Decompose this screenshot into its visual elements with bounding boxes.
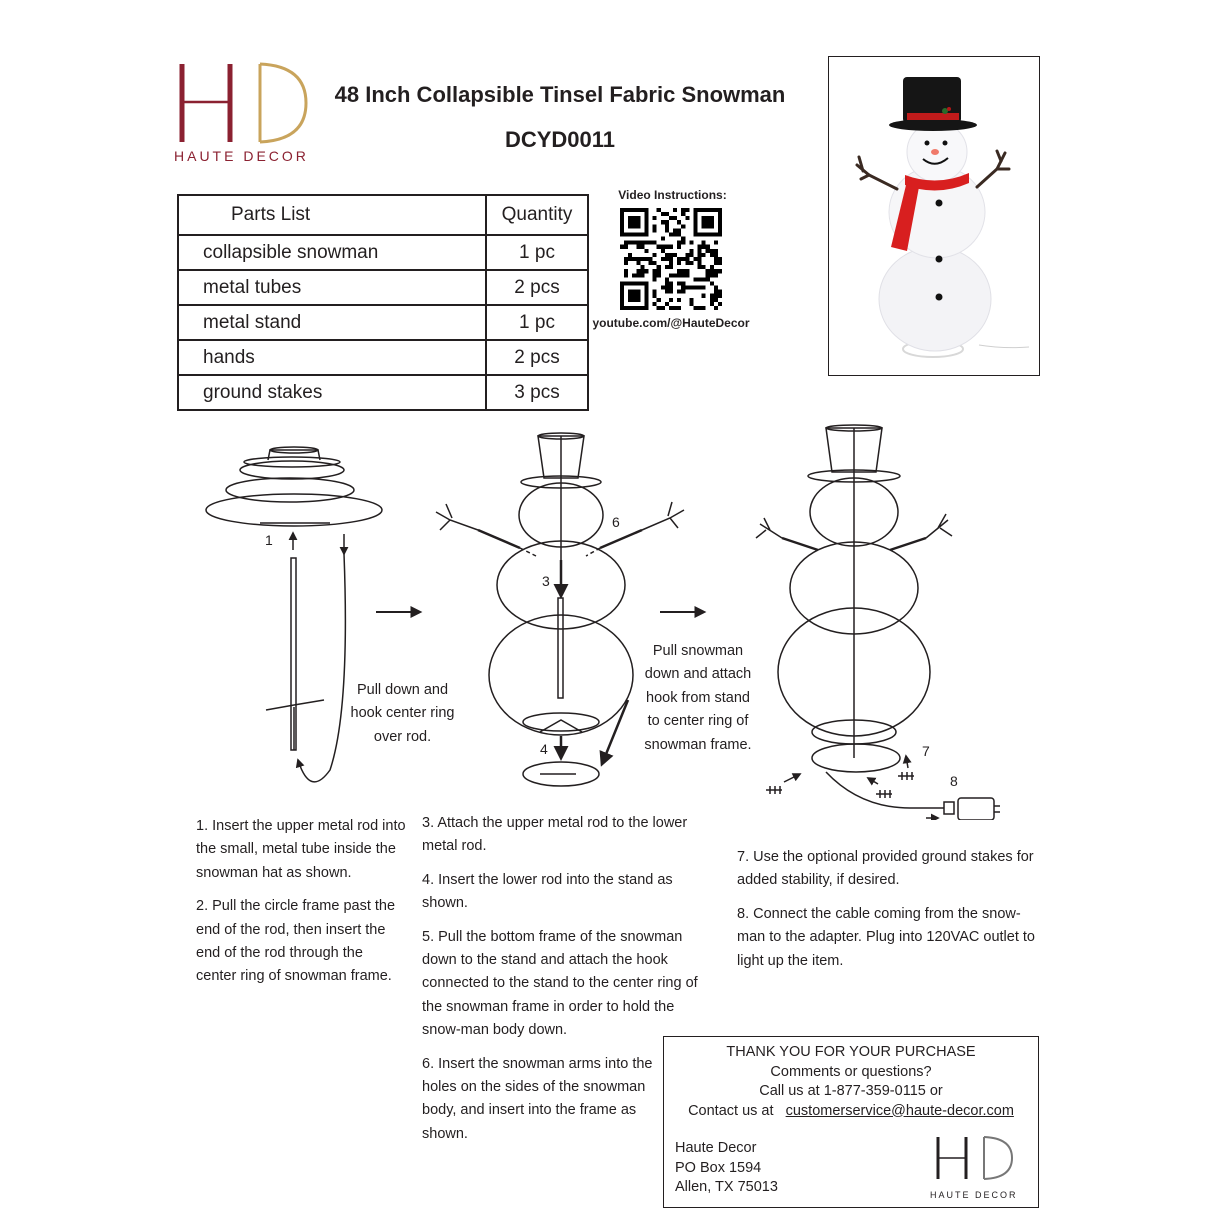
- diagram-step-3: 3: [542, 573, 550, 589]
- parts-list-table: [177, 194, 589, 411]
- part-qty: 3 pcs: [486, 375, 588, 410]
- qr-code[interactable]: [620, 208, 722, 310]
- callout-pull-snowman: [636, 640, 760, 757]
- callout-line: down and attach: [644, 666, 752, 683]
- city-state-zip: Allen, TX 75013: [675, 1179, 778, 1195]
- part-name: collapsible snowman: [178, 235, 486, 270]
- video-instructions-label: Video Instructions:: [618, 188, 727, 202]
- product-sku: DCYD0011: [504, 127, 616, 152]
- callout-line: over rod.: [373, 728, 432, 745]
- email-line: [664, 1102, 1038, 1122]
- brand-logo: [172, 60, 312, 170]
- part-name: hands: [178, 340, 486, 375]
- snowman-photo-icon: [829, 57, 1039, 375]
- part-name: metal tubes: [178, 270, 486, 305]
- steps-column-3: [737, 846, 1035, 983]
- contact-prefix: Contact us at: [688, 1102, 774, 1119]
- footer-logo: [930, 1133, 1020, 1199]
- callout-line: hook from stand: [646, 689, 750, 706]
- callout-line: snowman frame.: [644, 736, 752, 753]
- diagram-step-1: 1: [265, 532, 273, 548]
- brand-name: HAUTE DECOR: [174, 148, 309, 164]
- hd-monogram-icon: [172, 60, 312, 150]
- table-row: [178, 375, 588, 410]
- part-qty: 2 pcs: [486, 340, 588, 375]
- email-link[interactable]: customerservice@haute-decor.com: [785, 1102, 1014, 1119]
- assembly-diagram: [0, 420, 1214, 820]
- diagram-step-4: 4: [540, 741, 548, 757]
- step-2: 2. Pull the circle frame past the end of the rod, then insert the end of the rod through the center ring of snowman frame.: [196, 898, 396, 985]
- part-qty: 1 pc: [486, 305, 588, 340]
- step-7: 7. Use the optional provided ground stakes for added stability, if desired.: [737, 849, 1034, 889]
- part-name: metal stand: [178, 305, 486, 340]
- comments-text: Comments or questions?: [770, 1063, 932, 1080]
- table-row: [178, 340, 588, 375]
- part-name: ground stakes: [178, 375, 486, 410]
- product-photo: [828, 56, 1040, 376]
- callout-line: Pull down and: [356, 682, 449, 698]
- step-6: 6. Insert the snowman arms into the holes on the sides of the snowman body, and insert into the frame as shown.: [422, 1055, 653, 1142]
- steps-column-2: [422, 812, 698, 1156]
- step-1: 1. Insert the upper metal rod into the small, metal tube inside the snowman hat as shown.: [196, 818, 406, 881]
- table-header-row: [178, 195, 588, 235]
- diagram-step-7: 7: [922, 743, 930, 759]
- phone-line: Call us at 1-877-359-0115 or: [759, 1083, 943, 1099]
- hd-monogram-small-icon: [930, 1133, 1020, 1183]
- step-4: 4. Insert the lower rod into the stand as shown.: [422, 871, 673, 912]
- part-qty: 1 pc: [486, 235, 588, 270]
- table-row: [178, 305, 588, 340]
- callout-line: to center ring of: [647, 713, 749, 730]
- thank-you-text: THANK YOU FOR YOUR PURCHASE: [726, 1044, 976, 1060]
- part-qty: 2 pcs: [486, 270, 588, 305]
- youtube-link[interactable]: youtube.com/@HauteDecor: [592, 316, 750, 330]
- callout-line: hook center ring: [350, 705, 455, 722]
- metal-rod-icon: [266, 558, 324, 750]
- table-row: [178, 270, 588, 305]
- contact-box: [663, 1036, 1039, 1208]
- diagram-step-8: 8: [950, 773, 958, 789]
- po-box: PO Box 1594: [675, 1159, 762, 1176]
- callout-line: Pull snowman: [652, 643, 744, 659]
- step-3: 3. Attach the upper metal rod to the lower metal rod.: [422, 815, 688, 855]
- parts-list-header: Parts List: [178, 195, 486, 235]
- callout-pull-down: [340, 679, 465, 749]
- steps-column-1: [196, 815, 406, 999]
- collapsed-frame-icon: [206, 447, 382, 526]
- step-5: 5. Pull the bottom frame of the snowman down to the stand and attach the hook connected to the stand to the center ring of the snowman frame in order to hold the snow-man body down.: [422, 928, 698, 1039]
- step-8: 8. Connect the cable coming from the snow-man to the adapter. Plug into 120VAC outlet to light up the item.: [737, 905, 1035, 969]
- footer-logo-text: HAUTE DECOR: [930, 1190, 1018, 1200]
- page-title: 48 Inch Collapsible Tinsel Fabric Snowman: [334, 82, 786, 107]
- qr-code-icon: [620, 208, 722, 310]
- assembled-frame-icon: [756, 425, 1000, 820]
- company-name: Haute Decor: [675, 1140, 757, 1156]
- diagram-step-6: 6: [612, 514, 620, 530]
- quantity-header: Quantity: [486, 195, 588, 235]
- table-row: [178, 235, 588, 270]
